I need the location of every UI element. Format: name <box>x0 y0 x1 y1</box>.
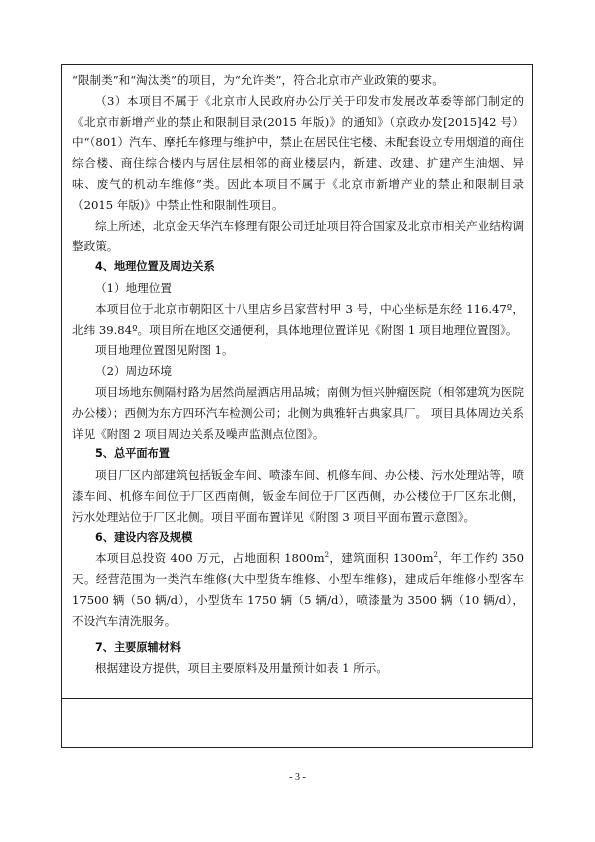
section-7-heading: 7、主要原辅材料 <box>95 640 182 654</box>
page-number: - 3 - <box>289 772 306 783</box>
paragraph-scale: 本项目总投资 400 万元，占地面积 $1800m^2$，建筑面积 $1300m^2$，年工作约 350 天。经营范围为一类汽车维修(大中型货车维修、小型车维修)，建成后年维修小型客车 17500 辆（50 辆/d），小型货车 1750 辆（5 辆/d），喷漆量为 3500 辆（10 辆/d），不设汽车清洗服务。 <box>72 551 525 628</box>
superscript-2: 2 <box>324 551 330 560</box>
paragraph-beijing-directory: （3）本项目不属于《北京市人民政府办公厅关于印发市发展改革委等部门制定的《北京市新增产业的禁止和限制目录(2015 年版)》的通知》（京政办发[2015]42 号）中“（801）汽车、摩托车修理与维护中，禁止在居民住宅楼、未配套设立专用烟道的商住综合楼、商住综合楼内与居住层相邻的商业楼层内，新建、改建、扩建产生油烟、异味、废气的机动车维修”类。因此本项目不属于《北京市新增产业的禁止和限制目录（2015 年版)》中禁止性和限制性项目。 <box>72 93 524 212</box>
section-6-heading: 6、建设内容及规模 <box>95 530 193 544</box>
subheading-location: （1）地理位置 <box>95 280 172 295</box>
paragraph-policy-end: “限制类”和“淘汰类”的项目，为“允许类”，符合北京市产业政策的要求。 <box>72 73 444 87</box>
superscript-2: 2 <box>433 551 438 560</box>
paragraph-surroundings: 项目场地东侧隔村路为居然尚屋酒店用品城；南侧为恒兴肿瘤医院（相邻建筑为医院办公楼）；西侧为东方四环汽车检测公司；北侧为典雅轩古典家具厂。 项目具体周边关系详见《附图 2 项目周边关系及噪声监测点位图》。 <box>72 384 524 441</box>
paragraph-layout: 项目厂区内部建筑包括钣金车间、喷漆车间、机修车间、办公楼、污水处理站等，喷漆车间、机修车间位于厂区西南侧，钣金车间位于厂区西侧，办公楼位于厂区东北侧，污水处理站位于厂区北侧。项目平面布置详见《附图 3 项目平面布置示意图》。 <box>72 468 524 524</box>
paragraph-conclusion: 综上所述，北京金天华汽车修理有限公司迁址项目符合国家及北京市相关产业结构调整政策。 <box>72 218 524 254</box>
paragraph-location-figure: 项目地理位置图见附图 1。 <box>95 343 234 358</box>
subheading-surroundings: （2）周边环境 <box>95 364 172 379</box>
paragraph-location: 本项目位于北京市朝阳区十八里店乡吕家营村甲 3 号，中心坐标是东经 116.47º，北纬 39.84º。项目所在地区交通便利，具体地理位置详见《附图 1 项目地理位置图》。 <box>72 301 524 337</box>
paragraph-materials: 根据建设方提供，项目主要原料及用量预计如表 1 所示。 <box>95 661 388 676</box>
section-4-heading: 4、地理位置及周边关系 <box>95 260 215 274</box>
document-body <box>72 70 524 679</box>
section-5-heading: 5、总平面布置 <box>95 447 170 461</box>
table-divider <box>62 698 532 699</box>
